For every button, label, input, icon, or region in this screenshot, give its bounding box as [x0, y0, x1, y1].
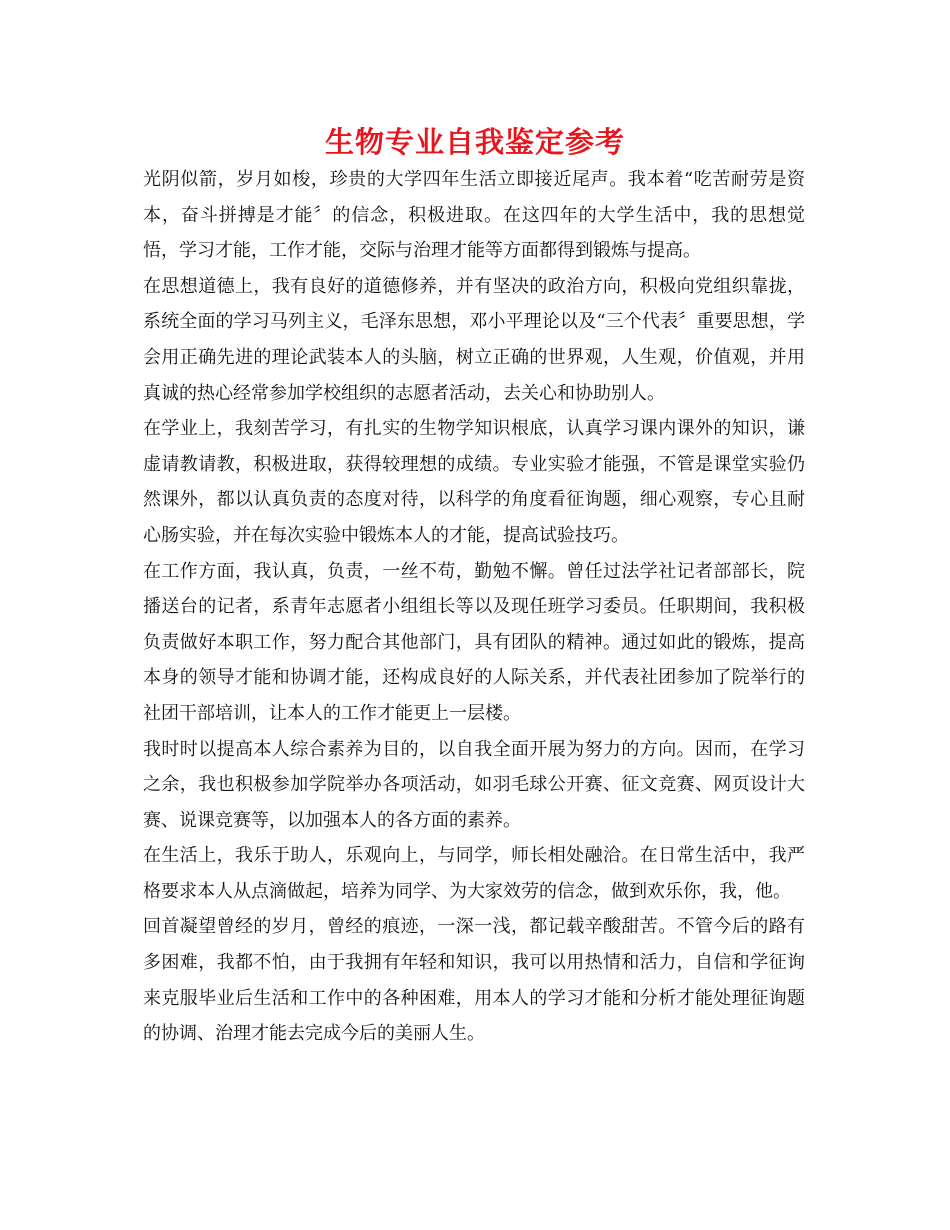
paragraph-3: 在学业上，我刻苦学习，有扎实的生物学知识根底，认真学习课内课外的知识，谦虚请教请教，积极进取，获得较理想的成绩。专业实验才能强，不管是课堂实验仍然课外，都以认真负责的态度对待，以科学的角度看征询题，细心观察，专心且耐心肠实验，并在每次实验中锻炼本人的才能，提高试验技巧。 [143, 418, 805, 546]
paragraph-5: 我时时以提高本人综合素养为目的，以自我全面开展为努力的方向。因而，在学习之余，我也积极参加学院举办各项活动，如羽毛球公开赛、征文竞赛、网页设计大赛、说课竞赛等，以加强本人的各方面的素养。 [143, 738, 805, 831]
document-title: 生物专业自我鉴定参考 [324, 125, 625, 159]
document-body [143, 162, 805, 1052]
paragraph-6: 在生活上，我乐于助人，乐观向上，与同学，师长相处融洽。在日常生活中，我严格要求本人从点滴做起，培养为同学、为大家效劳的信念，做到欢乐你，我，他。 [143, 845, 805, 902]
paragraph-7: 回首凝望曾经的岁月，曾经的痕迹，一深一浅，都记载辛酸甜苦。不管今后的路有多困难，我都不怕，由于我拥有年轻和知识，我可以用热情和活力，自信和学征询来克服毕业后生活和工作中的各种困难，用本人的学习才能和分析才能处理征询题的协调、治理才能去完成今后的美丽人生。 [143, 916, 805, 1045]
paragraph-4: 在工作方面，我认真，负责，一丝不苟，勤勉不懈。曾任过法学社记者部部长，院播送台的记者，系青年志愿者小组组长等以及现任班学习委员。任职期间，我积极负责做好本职工作，努力配合其他部门，具有团队的精神。通过如此的锻炼，提高本身的领导才能和协调才能，还构成良好的人际关系，并代表社团参加了院举行的社团干部培训，让本人的工作才能更上一层楼。 [143, 560, 805, 724]
paragraph-2: 在思想道德上，我有良好的道德修养，并有坚决的政治方向，积极向党组织靠拢，系统全面的学习马列主义，毛泽东思想，邓小平理论以及“三个代表〞重要思想，学会用正确先进的理论武装本人的头脑，树立正确的世界观，人生观，价值观，并用真诚的热心经常参加学校组织的志愿者活动，去关心和协助别人。 [143, 275, 805, 404]
paragraph-1: 光阴似箭，岁月如梭，珍贵的大学四年生活立即接近尾声。我本着“吃苦耐劳是资本，奋斗拼搏是才能〞的信念，积极进取。在这四年的大学生活中，我的思想觉悟，学习才能，工作才能，交际与治理才能等方面都得到锻炼与提高。 [143, 169, 805, 262]
